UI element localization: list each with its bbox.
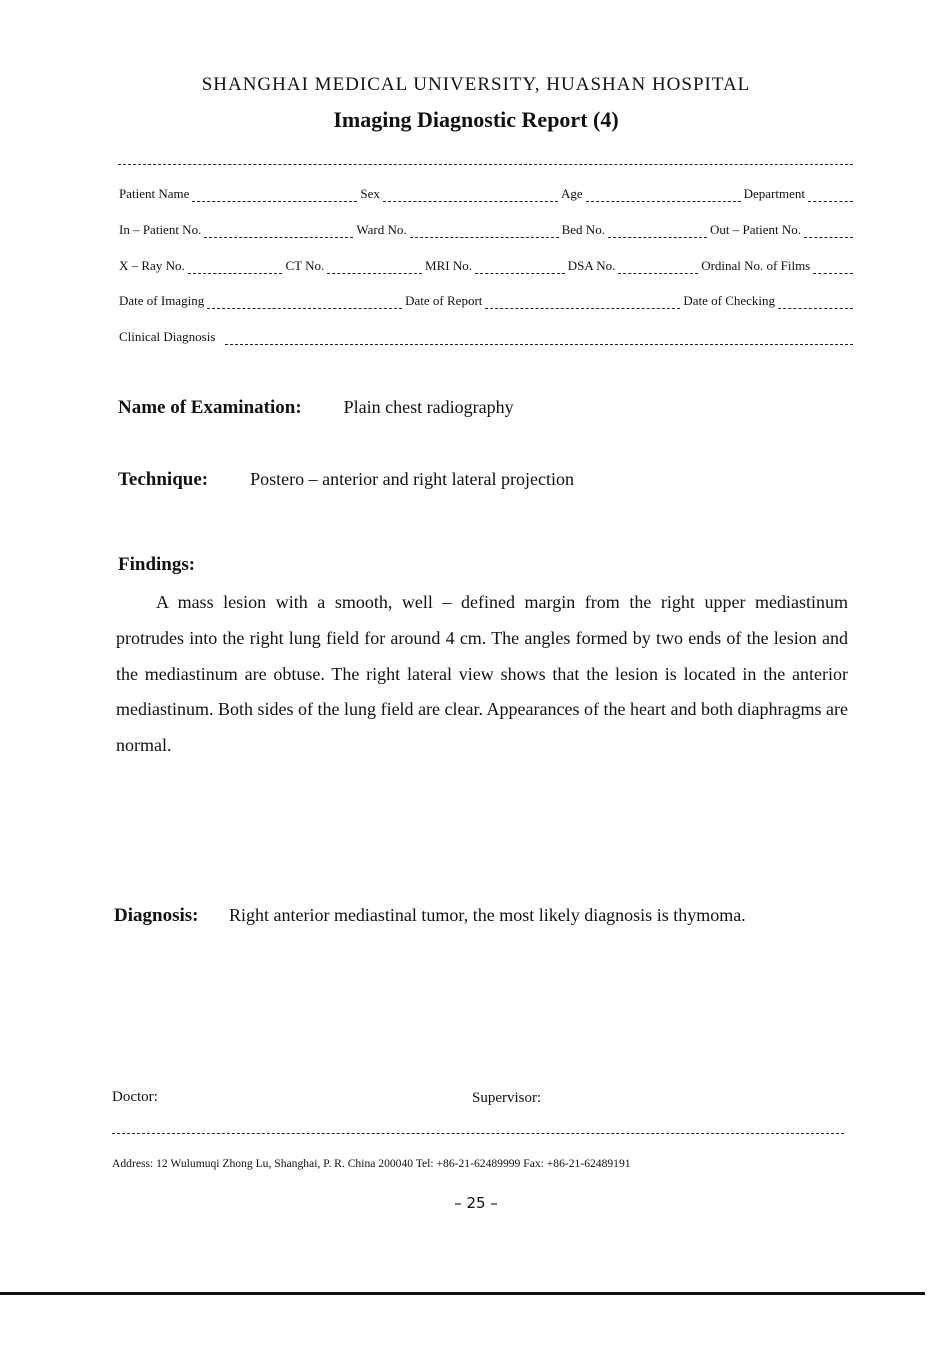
- form-row-clinical: [119, 329, 853, 345]
- ct-no-field[interactable]: [327, 261, 422, 274]
- page-bottom-rule: [0, 1292, 925, 1295]
- out-patient-no-field[interactable]: [804, 225, 853, 238]
- form-row-patient: [119, 186, 853, 202]
- ordinal-films-label: Ordinal No. of Films: [701, 258, 811, 273]
- ordinal-films-field[interactable]: [813, 261, 853, 274]
- out-patient-no-label: Out – Patient No.: [709, 222, 801, 237]
- bed-no-field[interactable]: [608, 225, 707, 238]
- department-label: Department: [743, 186, 805, 201]
- mri-no-label: MRI No.: [425, 258, 472, 273]
- diagnosis-text: Right anterior mediastinal tumor, the most likely diagnosis is thymoma.: [228, 905, 746, 925]
- clinical-diagnosis-field[interactable]: [225, 332, 853, 345]
- page-number: – 25 –: [454, 1194, 498, 1212]
- form-row-imaging-numbers: [119, 258, 853, 274]
- ward-no-label: Ward No.: [356, 222, 407, 237]
- technique-section: [118, 469, 574, 491]
- date-report-field[interactable]: [485, 296, 680, 309]
- supervisor-label: Supervisor:: [472, 1090, 542, 1106]
- patient-name-field[interactable]: [192, 189, 357, 202]
- examination-value: Plain chest radiography: [343, 397, 514, 417]
- in-patient-no-field[interactable]: [204, 225, 353, 238]
- age-field[interactable]: [586, 189, 741, 202]
- technique-value: Postero – anterior and right lateral projection: [250, 469, 575, 489]
- ct-no-label: CT No.: [285, 258, 325, 273]
- examination-section: [118, 397, 514, 419]
- date-checking-label: Date of Checking: [683, 293, 776, 308]
- examination-label: Name of Examination:: [118, 397, 302, 418]
- dsa-no-label: DSA No.: [567, 258, 616, 273]
- hospital-name: SHANGHAI MEDICAL UNIVERSITY, HUASHAN HOSPITAL: [201, 74, 751, 95]
- mri-no-field[interactable]: [475, 261, 565, 274]
- form-row-dates: [119, 293, 853, 309]
- xray-no-field[interactable]: [188, 261, 283, 274]
- findings-label: Findings:: [118, 554, 196, 575]
- dsa-no-field[interactable]: [618, 261, 698, 274]
- ward-no-field[interactable]: [410, 225, 559, 238]
- technique-label: Technique:: [118, 469, 209, 490]
- sex-field[interactable]: [383, 189, 558, 202]
- findings-text: A mass lesion with a smooth, well – defined margin from the right upper mediastinum protrudes into the right lung field for around 4 cm. The angles formed by two ends of the lesion and the mediastinum are obtuse. The right lateral view shows that the lesion is located in the anterior mediastinum. Both sides of the lung field are clear. Appearances of the heart and both diaphragms are normal.: [116, 592, 848, 756]
- clinical-diagnosis-label: Clinical Diagnosis: [119, 329, 216, 344]
- in-patient-no-label: In – Patient No.: [119, 222, 202, 237]
- date-checking-field[interactable]: [778, 296, 853, 309]
- date-report-label: Date of Report: [405, 293, 483, 308]
- address-line: Address: 12 Wulumuqi Zhong Lu, Shanghai, P. R. China 200040 Tel: +86-21-62489999 Fax: +86-21-62489191: [112, 1157, 631, 1170]
- diagnosis-label: Diagnosis:: [114, 905, 199, 926]
- form-row-admission: [119, 222, 853, 238]
- date-imaging-label: Date of Imaging: [119, 293, 205, 308]
- xray-no-label: X – Ray No.: [119, 258, 185, 273]
- bed-no-label: Bed No.: [561, 222, 605, 237]
- diagnosis-section: [114, 898, 848, 934]
- sex-label: Sex: [360, 186, 380, 201]
- header-divider: [118, 164, 853, 165]
- doctor-label: Doctor:: [112, 1089, 158, 1105]
- age-label: Age: [560, 186, 583, 201]
- patient-name-label: Patient Name: [119, 186, 190, 201]
- department-field[interactable]: [808, 189, 853, 202]
- footer-divider: [112, 1133, 844, 1134]
- date-imaging-field[interactable]: [207, 296, 402, 309]
- report-title: Imaging Diagnostic Report (4): [333, 107, 619, 132]
